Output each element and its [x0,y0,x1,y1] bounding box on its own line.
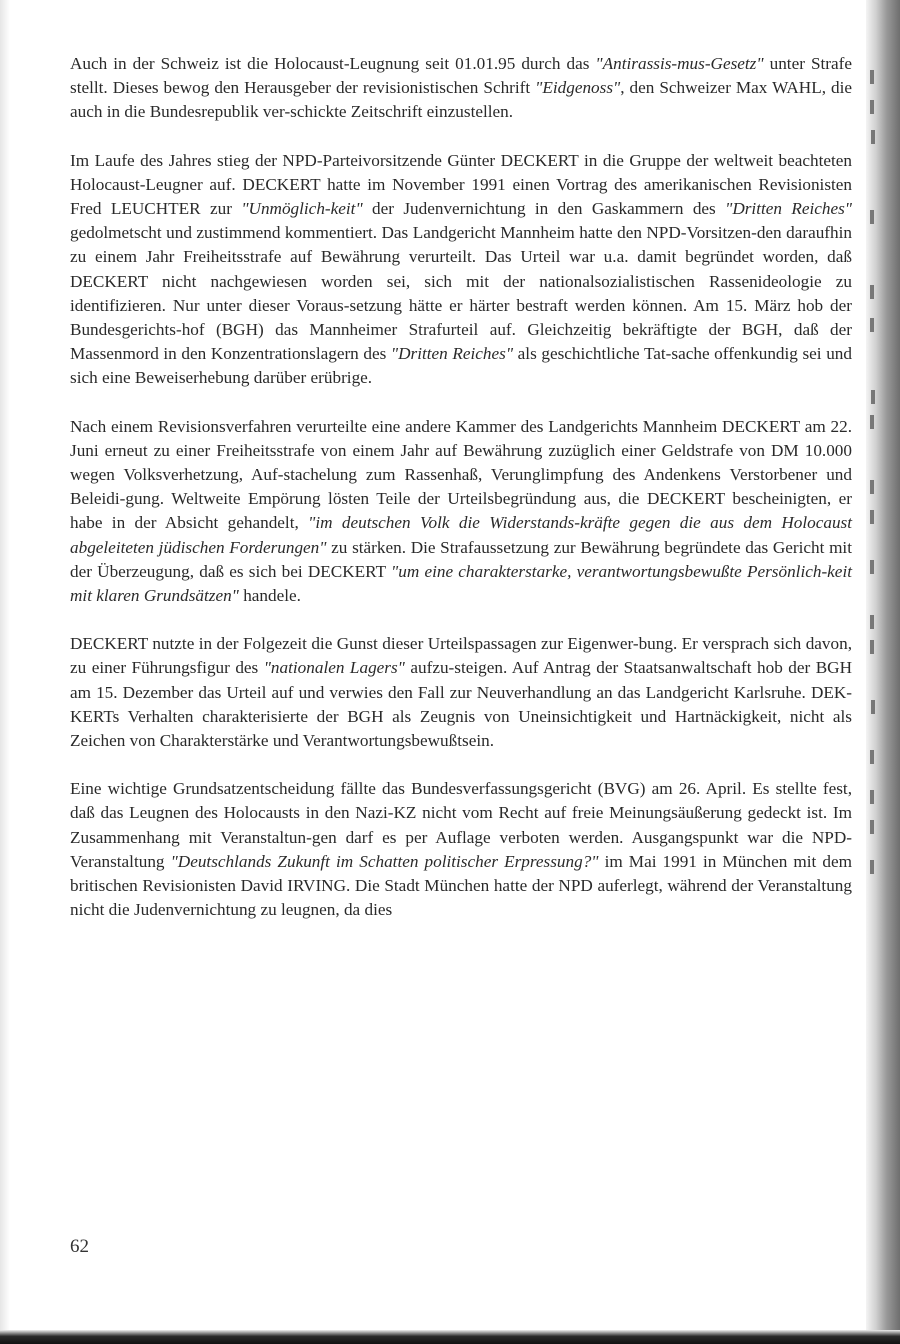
text-run: Nach einem Revisionsverfahren verurteilte eine andere Kammer des Landgerichts Mannheim DECKERT am 22. Juni erneut zu einer Freiheitsstrafe von einem Jahr auf Bewährung zuzüglich einer Geldstrafe von DM 10.000 wegen Volksverhetzung, Auf-stachelung zum Rassenhaß, Verunglimpfung des Andenkens Verstorbener und Beleidi-gung. Weltweite Empörung lösten Teile der Urteilsbegründung aus, die DECKERT bescheinigten, er habe in der Absicht gehandelt, [70,416,852,533]
text-run: unter Strafe stellt. Dieses bewog den Herausgeber der revisionistischen Schrift [70,54,852,98]
quoted-text: "nationalen Lagers" [263,658,405,678]
bleed-glyph [871,700,875,714]
text-run: der Judenvernichtung in den Gaskammern des [362,199,726,219]
bleed-glyph [870,210,874,224]
paragraph-5 [70,777,852,922]
text-run: DECKERT nutzte in der Folgezeit die Gunst dieser Urteilspassagen zur Eigenwer-bung. Er versprach sich davon, zu einer Führungsfigur des [70,634,852,678]
text-run: als geschichtliche Tat-sache offenkundig sei und sich eine Beweiserhebung darüber erübrige. [70,344,852,388]
text-run: , den Schweizer Max WAHL, die auch in die Bundesrepublik ver-schickte Zeitschrift einzustellen. [70,78,852,122]
bleed-glyph [870,70,874,84]
quoted-text: "Dritten Reiches" [390,344,514,364]
bleed-glyph [870,415,874,429]
page-number: 62 [70,1236,89,1257]
bleed-glyph [870,510,874,524]
bleed-glyph [870,318,874,332]
bleed-glyph [870,285,874,299]
paragraph-3 [70,415,852,609]
bleed-glyph [870,480,874,494]
page-bottom-edge [0,1330,900,1344]
bleed-glyph [870,560,874,574]
text-run: zu stärken. Die Strafaussetzung zur Bewährung begründete das Gericht mit der Überzeugung, daß es sich bei DECKERT [70,537,852,581]
quoted-text: "Dritten Reiches" [725,199,853,219]
text-run: gedolmetscht und zustimmend kommentiert. Das Landgericht Mannheim hatte den NPD-Vorsitzen-den daraufhin zu einem Jahr Freiheitsstrafe auf Bewährung verurteilt. Das Urteil war u.a. damit begründet worden, daß DECKERT nicht nachgewiesen worden sei, sich mit der nationalsozialistischen Rassenideologie zu identifizieren. Nur unter dieser Voraus-setzung hätte er härter bestraft werden können. Am 15. März hob der Bundesgerichts-hof (BGH) das Mannheimer Strafurteil auf. Gleichzeitig bekräftigte der BGH, daß der Massenmord in den Konzentrationslagern des [70,223,852,364]
book-binding-shadow [866,0,900,1344]
text-run: Im Laufe des Jahres stieg der NPD-Parteivorsitzende Günter DECKERT in die Gruppe der weltweit beachteten Holocaust-Leugner auf. DECKERT hatte im November 1991 einen Vortrag des amerikanischen Revisionisten Fred LEUCHTER zur [70,150,852,219]
text-run: aufzu-steigen. Auf Antrag der Staatsanwaltschaft hob der BGH am 15. Dezember das Urteil auf und verwies den Fall zur Neuverhandlung an das Landgericht Karlsruhe. DEK-KERTs Verhalten charakterisierte der BGH als Zeugnis von Uneinsichtigkeit und Hartnäckigkeit, nicht als Zeichen von Charakterstärke und Verantwortungsbewußtsein. [70,658,852,751]
quoted-text: "im deutschen Volk die Widerstands-kräfte gegen die aus dem Holocaust abgeleiteten jüdischen Forderungen" [70,513,852,557]
paragraph-1 [70,52,852,125]
bleed-glyph [870,790,874,804]
bleed-glyph [870,640,874,654]
paragraph-2 [70,149,852,391]
bleed-glyph [870,750,874,764]
quoted-text: "Unmöglich-keit" [241,199,363,219]
bleed-glyph [870,820,874,834]
text-run: handele. [238,586,301,606]
body-text [70,52,852,947]
quoted-text: "Antirassis-mus-Gesetz" [595,54,764,73]
text-run: Auch in der Schweiz ist die Holocaust-Leugnung seit 01.01.95 durch das [70,54,596,73]
quoted-text: "Eidgenoss" [535,78,621,98]
quoted-text: "um eine charakterstarke, verantwortungsbewußte Persönlich-keit mit klaren Grundsätzen" [70,561,852,606]
text-run: Eine wichtige Grundsatzentscheidung fällte das Bundesverfassungsgericht (BVG) am 26. April. Es stellte fest, daß das Leugnen des Holocausts in den Nazi-KZ nicht vom Recht auf freie Meinungsäußerung gedeckt ist. Im Zusammenhang mit Veranstaltun-gen darf es per Auflage verboten werden. Ausgangspunkt war die NPD-Veranstaltung [70,779,852,871]
bleed-glyph [870,615,874,629]
bleed-glyph [871,390,875,404]
bleed-glyph [870,860,874,874]
quoted-text: "Deutschlands Zukunft im Schatten politischer Erpressung?" [170,851,599,871]
bleed-glyph [871,130,875,144]
paragraph-4 [70,632,852,753]
page-left-edge [0,0,10,1344]
text-run: im Mai 1991 in München mit dem britischen Revisionisten David IRVING. Die Stadt München hatte der NPD auferlegt, während der Veranstaltung nicht die Judenvernichtung zu leugnen, da dies [70,851,852,920]
bleed-glyph [870,100,874,114]
